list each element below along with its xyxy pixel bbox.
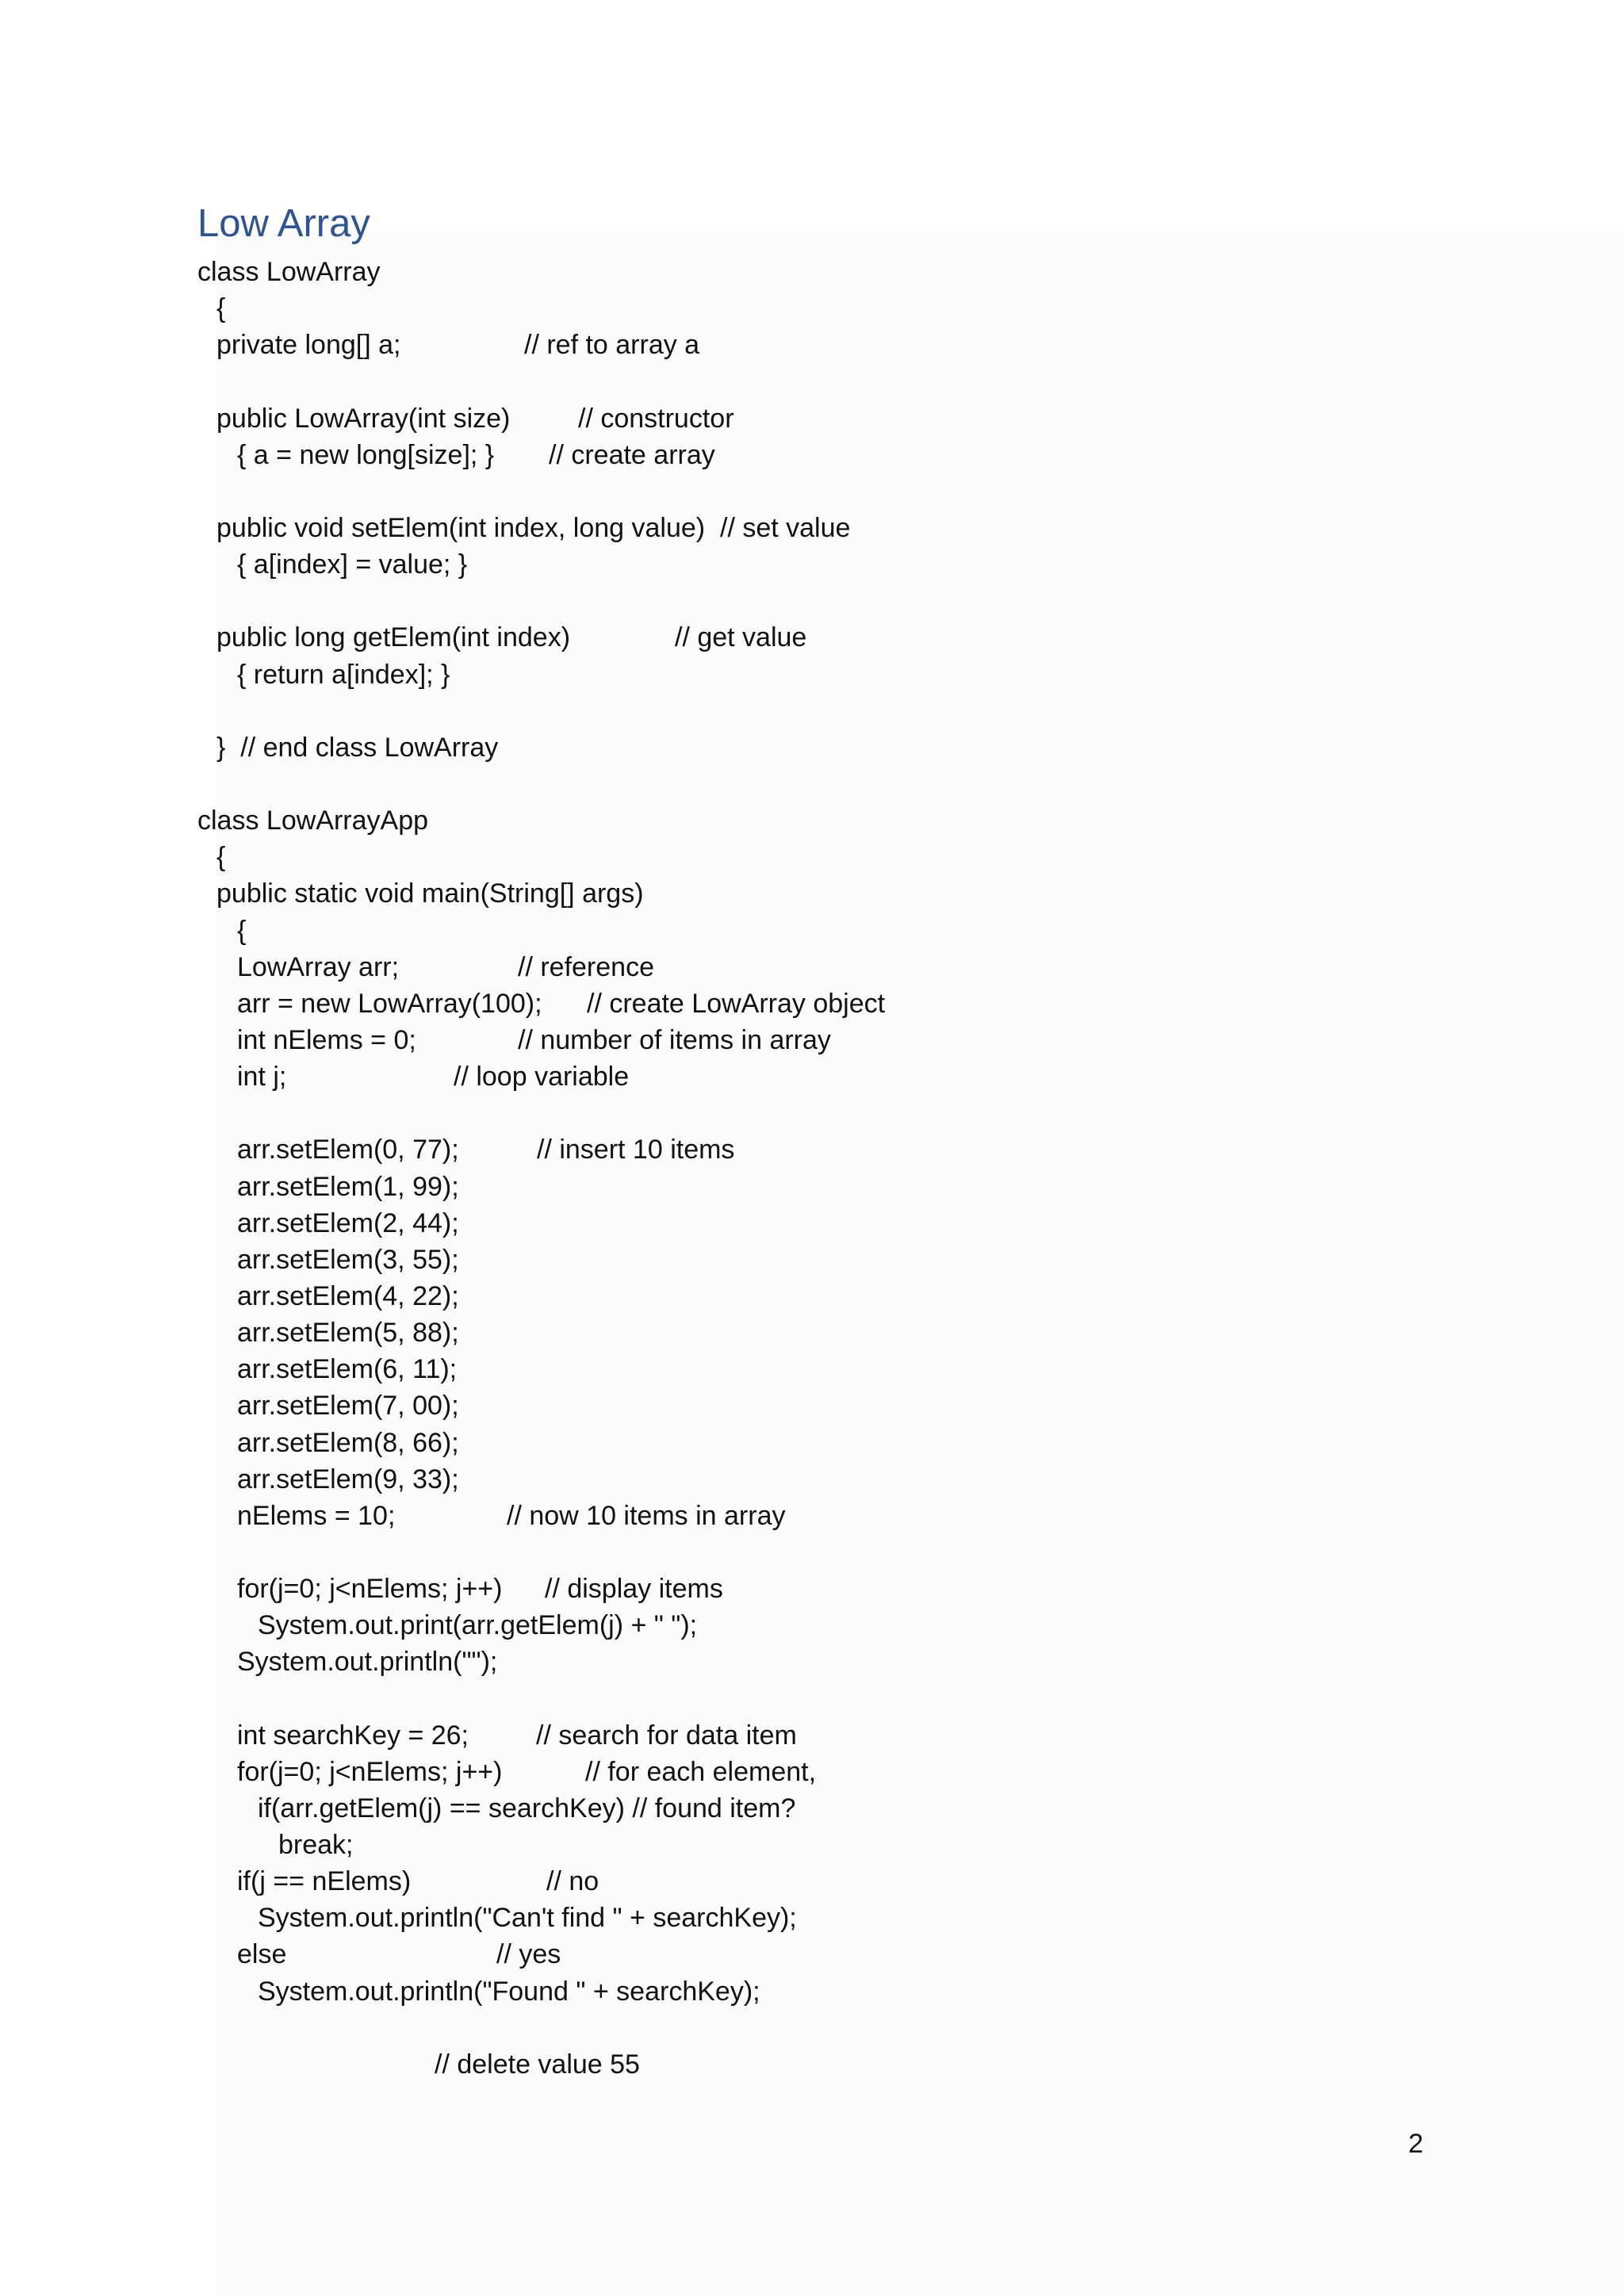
code-line	[0, 1754, 1624, 1790]
code-line	[0, 985, 1624, 1022]
code-line	[0, 1169, 1624, 1205]
blank-line	[0, 363, 1624, 400]
code-comment: // loop variable	[454, 1062, 630, 1093]
code-line	[0, 913, 1624, 949]
code-text: System.out.println("");	[237, 1647, 498, 1678]
code-comment: // get value	[675, 622, 807, 653]
code-line	[0, 619, 1624, 656]
code-text: arr.setElem(7, 00);	[237, 1391, 459, 1422]
code-line	[0, 1717, 1624, 1754]
code-text: arr.setElem(6, 11);	[237, 1354, 458, 1385]
code-line	[0, 1022, 1624, 1058]
code-text: public void setElem(int index, long value) // set value	[216, 512, 851, 543]
page-heading: Low Array	[197, 202, 370, 245]
blank-line	[0, 473, 1624, 510]
code-text: System.out.println("Can't find " + searchKey);	[258, 1903, 797, 1934]
code-text: public long getElem(int index)	[216, 622, 571, 653]
code-line	[0, 254, 1624, 290]
code-line	[0, 1242, 1624, 1278]
code-comment: // ref to array a	[524, 330, 700, 361]
code-comment: // constructor	[578, 403, 734, 434]
code-text: arr.setElem(8, 66);	[237, 1427, 459, 1458]
blank-line	[0, 693, 1624, 729]
code-text: {	[216, 293, 226, 324]
code-comment: // yes	[496, 1939, 561, 1970]
code-line	[0, 1900, 1624, 1936]
code-comment: // number of items in array	[518, 1024, 831, 1055]
code-text: private long[] a;	[216, 330, 401, 361]
blank-line	[0, 766, 1624, 802]
code-comment: // search for data item	[536, 1720, 797, 1751]
code-line	[0, 1278, 1624, 1314]
code-line	[0, 546, 1624, 583]
code-text: if(arr.getElem(j) == searchKey) // found item?	[258, 1793, 796, 1823]
code-line	[0, 1131, 1624, 1168]
code-comment: // no	[546, 1866, 599, 1897]
code-line	[0, 510, 1624, 546]
code-text: nElems = 10;	[237, 1500, 396, 1531]
code-text: int nElems = 0;	[237, 1024, 416, 1055]
code-line	[0, 2046, 1624, 2083]
code-text: arr.setElem(0, 77);	[237, 1135, 459, 1165]
code-text: arr.setElem(3, 55);	[237, 1244, 459, 1275]
code-text: arr.setElem(1, 99);	[237, 1171, 459, 1202]
code-line	[0, 1607, 1624, 1644]
code-comment: // for each element,	[585, 1756, 817, 1787]
code-line	[0, 437, 1624, 473]
code-comment: // insert 10 items	[537, 1135, 735, 1165]
code-comment: // display items	[545, 1574, 723, 1605]
page-number: 2	[1408, 2129, 1423, 2159]
code-text: if(j == nElems)	[237, 1866, 412, 1897]
code-comment: // now 10 items in array	[507, 1500, 786, 1531]
code-text: arr.setElem(2, 44);	[237, 1207, 459, 1238]
code-text: LowArray arr;	[237, 951, 400, 982]
code-line	[0, 1936, 1624, 1973]
code-text: arr.setElem(5, 88);	[237, 1318, 459, 1349]
blank-line	[0, 1095, 1624, 1131]
code-line	[0, 656, 1624, 693]
code-text: System.out.print(arr.getElem(j) + " ");	[258, 1610, 698, 1641]
code-text: arr.setElem(4, 22);	[237, 1280, 459, 1311]
code-line	[0, 1571, 1624, 1607]
code-line	[0, 1644, 1624, 1680]
code-line	[0, 1387, 1624, 1424]
code-line	[0, 839, 1624, 875]
code-comment: // create array	[549, 439, 715, 470]
code-text: class LowArray	[197, 257, 381, 287]
code-comment: // reference	[518, 951, 654, 982]
code-text: arr.setElem(9, 33);	[237, 1464, 459, 1494]
code-text: { return a[index]; }	[237, 659, 450, 690]
code-line	[0, 1058, 1624, 1095]
code-line	[0, 1314, 1624, 1351]
code-line	[0, 1498, 1624, 1534]
code-text: { a = new long[size]; }	[237, 439, 495, 470]
code-text: int searchKey = 26;	[237, 1720, 469, 1751]
code-text: {	[216, 842, 226, 873]
blank-line	[0, 583, 1624, 619]
code-text: public static void main(String[] args)	[216, 878, 644, 909]
code-line	[0, 327, 1624, 363]
code-line	[0, 1425, 1624, 1461]
code-line	[0, 1461, 1624, 1498]
code-text: class LowArrayApp	[197, 806, 429, 836]
code-text: {	[237, 915, 247, 946]
code-line	[0, 1973, 1624, 2010]
blank-line	[0, 1680, 1624, 1716]
code-line	[0, 1827, 1624, 1863]
code-line	[0, 729, 1624, 766]
code-text: { a[index] = value; }	[237, 549, 468, 580]
code-text: arr = new LowArray(100);	[237, 988, 542, 1019]
code-line	[0, 875, 1624, 912]
code-text: int j;	[237, 1062, 287, 1093]
blank-line	[0, 2010, 1624, 2046]
code-text: } // end class LowArray	[216, 732, 499, 763]
code-line	[0, 1205, 1624, 1242]
code-text: for(j=0; j<nElems; j++)	[237, 1756, 503, 1787]
code-line	[0, 949, 1624, 985]
code-line	[0, 1351, 1624, 1387]
code-comment: // delete value 55	[435, 2049, 640, 2080]
code-text: System.out.println("Found " + searchKey);	[258, 1976, 760, 2007]
code-line	[0, 290, 1624, 327]
code-block	[0, 254, 1624, 2083]
code-text: else	[237, 1939, 287, 1970]
blank-line	[0, 1534, 1624, 1571]
code-text: public LowArray(int size)	[216, 403, 511, 434]
code-comment: // create LowArray object	[587, 988, 886, 1019]
code-line	[0, 1790, 1624, 1827]
code-line	[0, 802, 1624, 839]
code-text: break;	[278, 1830, 354, 1861]
code-line	[0, 400, 1624, 437]
code-line	[0, 1863, 1624, 1900]
code-text: for(j=0; j<nElems; j++)	[237, 1574, 503, 1605]
